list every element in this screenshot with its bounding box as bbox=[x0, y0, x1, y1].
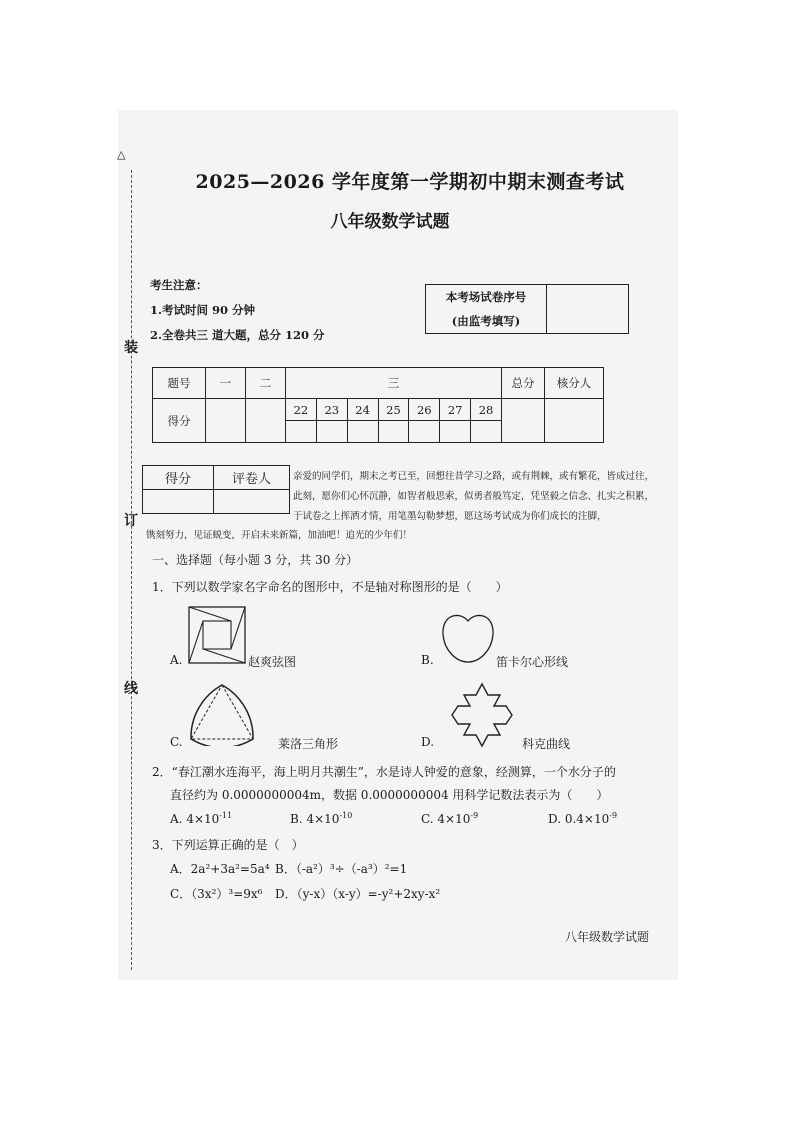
q2-option-a-letter: A. bbox=[170, 812, 183, 826]
q2-option-a bbox=[170, 811, 232, 826]
figure-zhao-shuang-diagram bbox=[188, 606, 246, 664]
binding-label-xian: 线 bbox=[124, 681, 138, 697]
q2-option-c-base: 4×10 bbox=[437, 812, 471, 826]
score-header-checker: 核分人 bbox=[545, 368, 604, 399]
q2-option-a-base: 4×10 bbox=[186, 812, 220, 826]
section-1-heading: 一、选择题（每小题 3 分，共 30 分） bbox=[152, 553, 359, 567]
grader-score-field[interactable] bbox=[143, 490, 214, 514]
seat-label-2: (由监考填写) bbox=[426, 309, 547, 334]
intro-message-tail: 镌刻努力，见证蜕变，开启未来新篇，加油吧！追光的少年们！ bbox=[146, 530, 413, 541]
score-subheader: 28 bbox=[471, 399, 502, 421]
q2-option-b-letter: B. bbox=[290, 812, 303, 826]
grader-box bbox=[142, 465, 290, 514]
q3-option-a: A．2a²+3a²=5a⁴ bbox=[170, 862, 270, 876]
q2-option-a-exp: -11 bbox=[219, 811, 233, 820]
score-cell-24[interactable] bbox=[347, 421, 378, 443]
grader-name-label: 评卷人 bbox=[214, 466, 290, 490]
q2-option-b bbox=[290, 811, 352, 826]
q1-option-c-letter: C. bbox=[170, 735, 183, 749]
grader-score-label: 得分 bbox=[143, 466, 214, 490]
intro-message: 亲爱的同学们，期末之考已至，回想往昔学习之路，或有荆棘，或有繁花，皆成过往，此刻，愿你们心怀沉静，如智者般思索，似勇者般笃定，凭坚毅之信念、扎实之积累，于试卷之上挥洒才情，用笔墨勾勒梦想，愿这场考试成为你们成长的注脚， bbox=[293, 471, 655, 522]
score-header-number: 题号 bbox=[153, 368, 206, 399]
score-header-total: 总分 bbox=[502, 368, 545, 399]
q3-stem: 3．下列运算正确的是（ ） bbox=[152, 838, 304, 852]
q2-stem-line-1: 2．“春江潮水连海平，海上明月共潮生”，水是诗人钟爱的意象，经测算，一个水分子的 bbox=[152, 765, 616, 779]
notice-heading: 考生注意： bbox=[150, 278, 208, 292]
q1-option-a-letter: A. bbox=[170, 653, 183, 667]
seat-number-field[interactable] bbox=[547, 285, 629, 334]
score-subheader: 25 bbox=[378, 399, 409, 421]
q1-option-c-label: 莱洛三角形 bbox=[278, 737, 339, 751]
q2-option-d bbox=[548, 811, 617, 826]
q2-option-c-letter: C. bbox=[421, 812, 434, 826]
score-subheader: 27 bbox=[440, 399, 471, 421]
score-subheader: 26 bbox=[409, 399, 440, 421]
binding-label-zhuang: 装 bbox=[124, 340, 138, 356]
score-cell-2[interactable] bbox=[246, 399, 286, 443]
figure-koch-curve bbox=[444, 682, 520, 748]
seat-label-1: 本考场试卷序号 bbox=[426, 285, 547, 310]
score-cell-total[interactable] bbox=[502, 399, 545, 443]
figure-cardioid bbox=[440, 612, 496, 664]
q2-option-d-base: 0.4×10 bbox=[564, 812, 610, 826]
seat-number-box bbox=[425, 284, 629, 334]
score-subheader: 22 bbox=[286, 399, 317, 421]
score-cell-25[interactable] bbox=[378, 421, 409, 443]
q1-option-d-label: 科克曲线 bbox=[522, 737, 571, 751]
figure-reuleaux-triangle bbox=[187, 682, 257, 746]
score-cell-1[interactable] bbox=[206, 399, 246, 443]
q2-stem-line-2: 直径约为 0.0000000004m，数据 0.0000000004 用科学记数法表示为（ ） bbox=[170, 788, 609, 802]
q3-option-b: B．（-a²）³÷（-a³）²=1 bbox=[275, 862, 408, 876]
q1-option-b-letter: B. bbox=[421, 653, 434, 667]
score-cell-checker[interactable] bbox=[545, 399, 604, 443]
score-subheader: 23 bbox=[316, 399, 347, 421]
binding-label-ding: 订 bbox=[124, 513, 138, 529]
q2-option-b-exp: -10 bbox=[339, 811, 353, 820]
score-subheader: 24 bbox=[347, 399, 378, 421]
score-cell-28[interactable] bbox=[471, 421, 502, 443]
q2-option-c bbox=[421, 811, 478, 826]
score-header-2: 二 bbox=[246, 368, 286, 399]
q2-option-d-letter: D. bbox=[548, 812, 562, 826]
score-cell-26[interactable] bbox=[409, 421, 440, 443]
q2-option-c-exp: -9 bbox=[470, 811, 479, 820]
q1-stem: 1．下列以数学家名字命名的图形中，不是轴对称图形的是（ ） bbox=[152, 580, 508, 594]
score-row-label: 得分 bbox=[153, 399, 206, 443]
page-footer: 八年级数学试题 bbox=[565, 930, 650, 944]
exam-title: 2025—2026 学年度第一学期初中期末测查考试 bbox=[195, 171, 625, 193]
binding-dashed-line bbox=[131, 170, 132, 970]
q3-option-c: C．（3x²）³=9x⁶ bbox=[170, 887, 263, 901]
score-cell-22[interactable] bbox=[286, 421, 317, 443]
grader-name-field[interactable] bbox=[214, 490, 290, 514]
score-header-3: 三 bbox=[286, 368, 502, 399]
q1-option-a-label: 赵爽弦图 bbox=[248, 655, 297, 669]
margin-mark-top: △ bbox=[117, 148, 126, 161]
score-cell-23[interactable] bbox=[316, 421, 347, 443]
notice-line-1: 1.考试时间 90 分钟 bbox=[150, 303, 256, 317]
q2-option-b-base: 4×10 bbox=[306, 812, 340, 826]
score-cell-27[interactable] bbox=[440, 421, 471, 443]
q3-option-d: D．（y-x）（x-y）=-y²+2xy-x² bbox=[275, 887, 441, 901]
notice-line-2: 2.全卷共三 道大题，总分 120 分 bbox=[150, 328, 325, 342]
q2-option-d-exp: -9 bbox=[609, 811, 618, 820]
q1-option-b-label: 笛卡尔心形线 bbox=[496, 655, 569, 669]
exam-subtitle: 八年级数学试题 bbox=[330, 212, 450, 232]
q1-option-d-letter: D. bbox=[421, 735, 435, 749]
score-table bbox=[152, 367, 604, 443]
score-header-1: 一 bbox=[206, 368, 246, 399]
